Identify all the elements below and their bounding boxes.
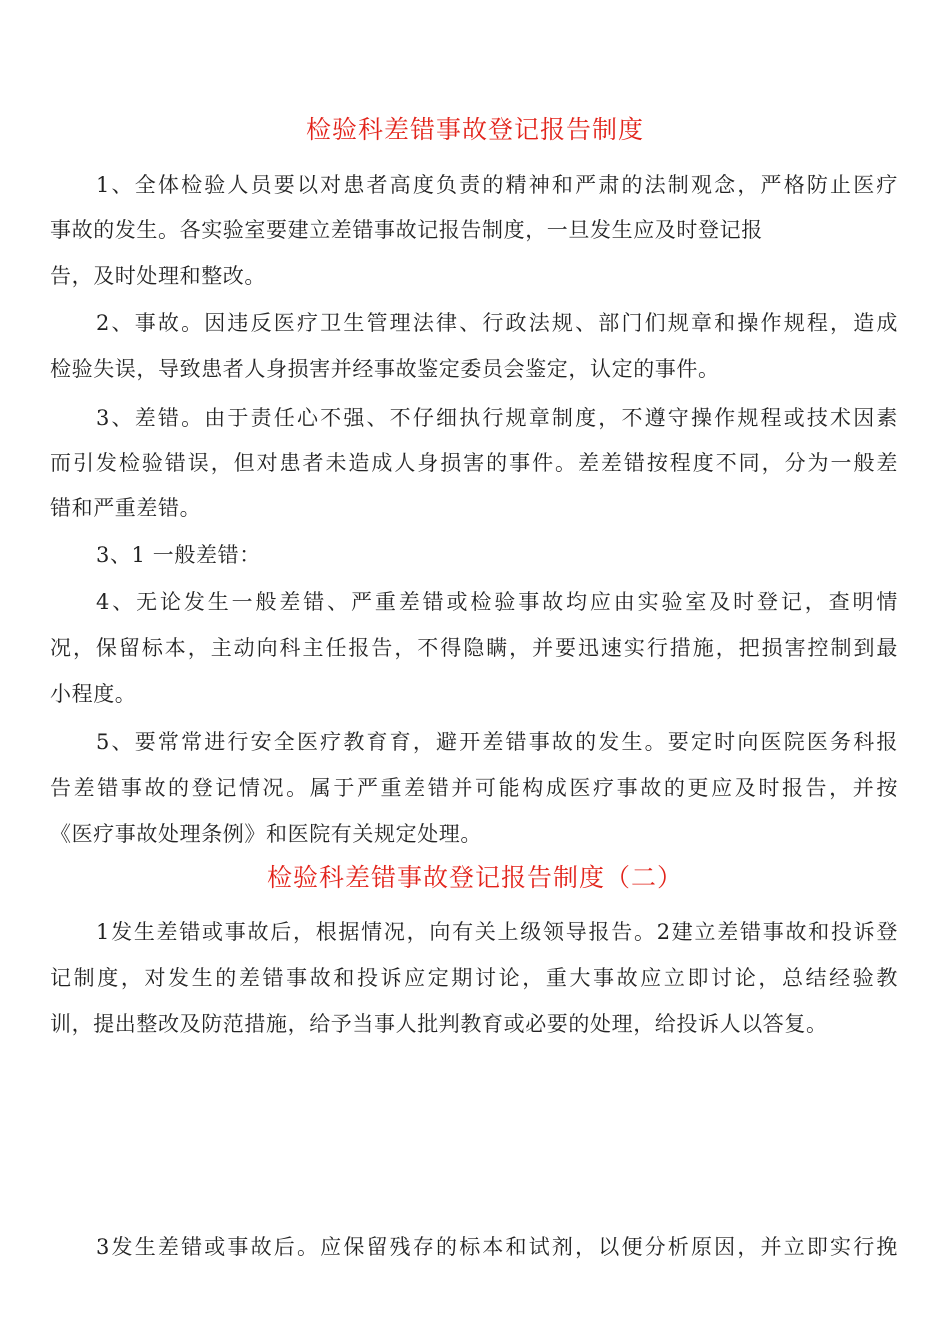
document-subtitle: 检验科差错事故登记报告制度（二） (266, 863, 683, 892)
paragraph-1-line-1: 1、全体检验人员要以对患者高度负责的精神和严肃的法制观念，严格防止医疗 (96, 173, 898, 197)
paragraph-1-line-3: 告，及时处理和整改。 (50, 264, 266, 288)
paragraph-4-line-2: 况，保留标本，主动向科主任报告，不得隐瞒，并要迅速实行措施，把损害控制到最 (50, 636, 898, 660)
paragraph-7-line-1: 3发生差错或事故后。应保留残存的标本和试剂，以便分析原因，并立即实行挽 (96, 1235, 898, 1259)
paragraph-3-1-heading: 3、1 一般差错： (96, 543, 261, 567)
document-title: 检验科差错事故登记报告制度 (305, 115, 644, 144)
paragraph-6-line-1: 1发生差错或事故后，根据情况，向有关上级领导报告。2建立差错事故和投诉登 (96, 920, 898, 944)
paragraph-4-line-1: 4、无论发生一般差错、严重差错或检验事故均应由实验室及时登记，查明情 (96, 590, 898, 614)
paragraph-3-line-3: 错和严重差错。 (50, 496, 202, 520)
paragraph-5-line-3: 《医疗事故处理条例》和医院有关规定处理。 (50, 822, 482, 846)
paragraph-3-line-2: 而引发检验错误，但对患者未造成人身损害的事件。差差错按程度不同，分为一般差 (50, 451, 898, 475)
paragraph-5-line-1: 5、要常常进行安全医疗教育育，避开差错事故的发生。要定时向医院医务科报 (96, 730, 898, 754)
paragraph-6-line-2: 记制度，对发生的差错事故和投诉应定期讨论，重大事故应立即讨论，总结经验教 (50, 966, 898, 990)
paragraph-4-line-3: 小程度。 (50, 682, 137, 706)
paragraph-6-line-3: 训，提出整改及防范措施，给予当事人批判教育或必要的处理，给投诉人以答复。 (50, 1012, 828, 1036)
paragraph-2-line-2: 检验失误，导致患者人身损害并经事故鉴定委员会鉴定，认定的事件。 (50, 357, 720, 381)
paragraph-5-line-2: 告差错事故的登记情况。属于严重差错并可能构成医疗事故的更应及时报告，并按 (50, 776, 898, 800)
paragraph-3-line-1: 3、差错。由于责任心不强、不仔细执行规章制度，不遵守操作规程或技术因素 (96, 406, 898, 430)
paragraph-2-line-1: 2、事故。因违反医疗卫生管理法律、行政法规、部门们规章和操作规程，造成 (96, 311, 898, 335)
paragraph-1-line-2: 事故的发生。各实验室要建立差错事故记报告制度，一旦发生应及时登记报 (50, 218, 763, 242)
